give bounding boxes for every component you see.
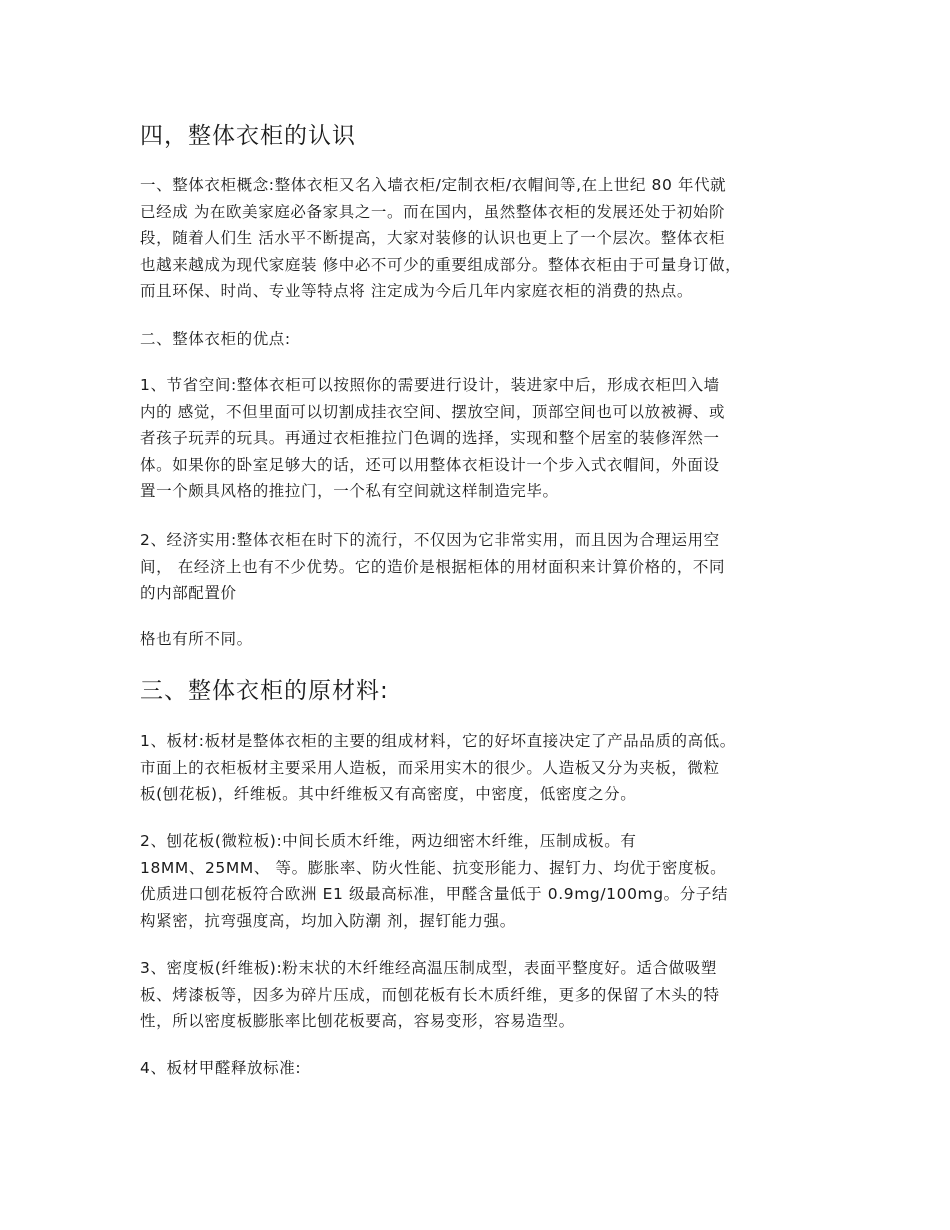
text-line: 4、板材甲醛释放标准: [140, 1059, 302, 1077]
text-line: 段，随着人们生 活水平不断提高，大家对装修的认识也更上了一个层次。整体衣柜 [140, 229, 726, 247]
text-line: 性，所以密度板膨胀率比刨花板要高，容易变形，容易造型。 [140, 1012, 575, 1030]
text-line: 而且环保、时尚、专业等特点将 注定成为今后几年内家庭衣柜的消费的热点。 [140, 282, 693, 300]
advantages-heading [140, 326, 830, 353]
text-line: 格也有所不同。 [140, 630, 253, 648]
text-line: 板、烤漆板等，因多为碎片压成，而刨花板有长木质纤维，更多的保留了木头的特 [140, 985, 720, 1004]
text-line: 体。如果你的卧室足够大的话，还可以用整体衣柜设计一个步入式衣帽间，外面设 [140, 455, 720, 474]
text-line: 1、节省空间:整体衣柜可以按照你的需要进行设计，装进家中后，形成衣柜凹入墙 [140, 376, 720, 394]
text-line: 构紧密，抗弯强度高，均加入防潮 剂，握钉能力强。 [140, 911, 516, 930]
text-line: 2、刨花板(微粒板):中间长质木纤维，两边细密木纤维，压制成板。有 [140, 832, 637, 850]
text-line: 二、整体衣柜的优点: [140, 330, 291, 348]
text-line: 板(刨花板)，纤维板。其中纤维板又有高密度，中密度，低密度之分。 [140, 785, 637, 803]
text-line: 者孩子玩弄的玩具。再通过衣柜推拉门色调的选择，实现和整个居室的装修浑然一 [140, 429, 720, 447]
material-2-paragraph [140, 828, 830, 934]
material-3-paragraph [140, 955, 830, 1035]
advantage-2-continuation [140, 626, 830, 653]
text-line: 也越来越成为现代家庭装 修中必不可少的重要组成部分。整体衣柜由于可量身订做， [140, 255, 742, 274]
material-4-heading [140, 1055, 830, 1082]
text-line: 置一个颇具风格的推拉门，一个私有空间就这样制造完毕。 [140, 482, 559, 500]
text-line: 间， 在经济上也有不少优势。它的造价是根据柜体的用材面积来计算价格的，不同 [140, 557, 726, 576]
advantage-2-paragraph [140, 527, 830, 607]
text-line: 一、整体衣柜概念:整体衣柜又名入墙衣柜/定制衣柜/衣帽间等,在上世纪 80 年代就 [140, 176, 727, 194]
text-line: 内的 感觉，不但里面可以切割成挂衣空间、摆放空间，顶部空间也可以放被褥、或 [140, 402, 726, 421]
text-line: 2、经济实用:整体衣柜在时下的流行，不仅因为它非常实用，而且因为合理运用空 [140, 531, 720, 549]
concept-paragraph [140, 172, 830, 305]
text-line: 的内部配置价 [140, 584, 237, 602]
text-line: 已经成 为在欧美家庭必备家具之一。而在国内，虽然整体衣柜的发展还处于初始阶 [140, 202, 726, 221]
section-4-title: 四，整体衣柜的认识 [140, 123, 356, 149]
text-line: 18MM、25MM、 等。膨胀率、防火性能、抗变形能力、握钉力、均优于密度板。 [140, 858, 727, 877]
material-1-paragraph [140, 728, 830, 808]
text-line: 市面上的衣柜板材主要采用人造板，而采用实木的很少。人造板又分为夹板，微粒 [140, 758, 720, 777]
text-line: 3、密度板(纤维板):粉末状的木纤维经高温压制成型，表面平整度好。适合做吸塑 [140, 959, 717, 977]
text-line: 优质进口刨花板符合欧洲 E1 级最高标准，甲醛含量低于 0.9mg/100mg。分子结 [140, 885, 729, 903]
text-line: 1、板材:板材是整体衣柜的主要的组成材料，它的好坏直接决定了产品品质的高低。 [140, 732, 736, 750]
section-3-title: 三、整体衣柜的原材料: [140, 678, 389, 704]
advantage-1-paragraph [140, 372, 830, 505]
